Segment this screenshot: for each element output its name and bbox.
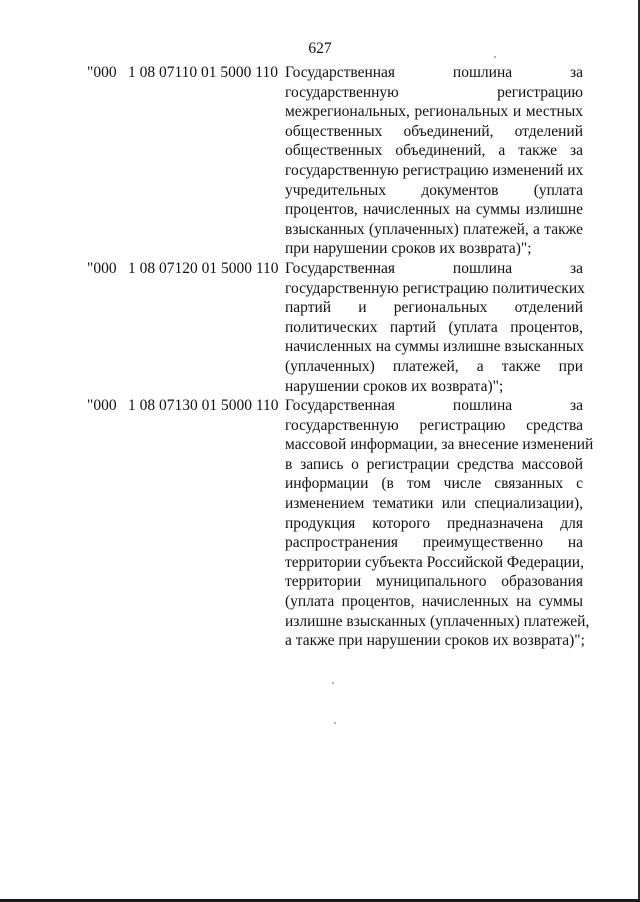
entry-description	[285, 63, 583, 259]
budget-classification-code: 1 08 07120 01 5000 110	[128, 259, 279, 277]
description-line: государственную регистрацию	[285, 83, 583, 101]
description-line: в запись о регистрации средства массовой	[285, 455, 583, 473]
scan-speck	[332, 682, 334, 684]
description-line: политических партий (уплата процентов,	[285, 318, 583, 336]
budget-code-entry	[0, 63, 640, 259]
page-number: 627	[308, 40, 332, 57]
description-line: массовой информации, за внесение изменений	[285, 436, 594, 454]
description-line: территории муниципального образования	[285, 573, 583, 591]
scan-speck	[494, 56, 496, 58]
budget-code-list	[0, 63, 640, 651]
description-line: изменением тематики или специализации),	[285, 495, 583, 513]
description-line: государственную регистрацию изменений их	[285, 161, 584, 179]
description-line: продукция которого предназначена для	[285, 514, 583, 532]
description-line: информации (в том числе связанных с	[285, 475, 583, 493]
description-line: излишне взысканных (уплаченных) платежей,	[285, 612, 590, 630]
description-line: территории субъекта Российской Федерации,	[285, 553, 584, 571]
description-line: распространения преимущественно на	[285, 534, 583, 552]
description-line: партий и региональных отделений	[285, 299, 583, 317]
entry-description	[285, 396, 594, 651]
admin-code: "000	[87, 259, 117, 277]
description-line: Государственная пошлина за	[285, 397, 583, 415]
description-line: государственную регистрацию средства	[285, 416, 583, 434]
admin-code: "000	[87, 397, 117, 415]
description-line: (уплаченных) платежей, а также при	[285, 357, 583, 375]
description-line: начисленных на суммы излишне взысканных	[285, 338, 585, 356]
description-line: учредительных документов (уплата	[285, 181, 583, 199]
budget-code-entry	[0, 396, 640, 651]
budget-classification-code: 1 08 07130 01 5000 110	[128, 397, 279, 415]
description-line: общественных объединений, а также за	[285, 142, 583, 160]
description-line: государственную регистрацию политических	[285, 279, 585, 297]
description-line: общественных объединений, отделений	[285, 122, 583, 140]
budget-code-entry	[0, 259, 640, 396]
entry-description	[285, 259, 583, 396]
description-line: нарушении сроков их возврата)";	[285, 377, 504, 395]
description-line: Государственная пошлина за	[285, 64, 583, 81]
description-line: (уплата процентов, начисленных на суммы	[285, 593, 583, 611]
description-line: при нарушении сроков их возврата)";	[285, 240, 532, 258]
description-line: а также при нарушении сроков их возврата)";	[285, 632, 585, 650]
description-line: взысканных (уплаченных) платежей, а также	[285, 220, 583, 238]
admin-code: "000	[87, 64, 117, 81]
scan-speck	[334, 722, 336, 724]
description-line: Государственная пошлина за	[285, 259, 583, 277]
description-line: межрегиональных, региональных и местных	[285, 103, 583, 121]
budget-classification-code: 1 08 07110 01 5000 110	[128, 64, 278, 81]
description-line: процентов, начисленных на суммы излишне	[285, 201, 583, 219]
